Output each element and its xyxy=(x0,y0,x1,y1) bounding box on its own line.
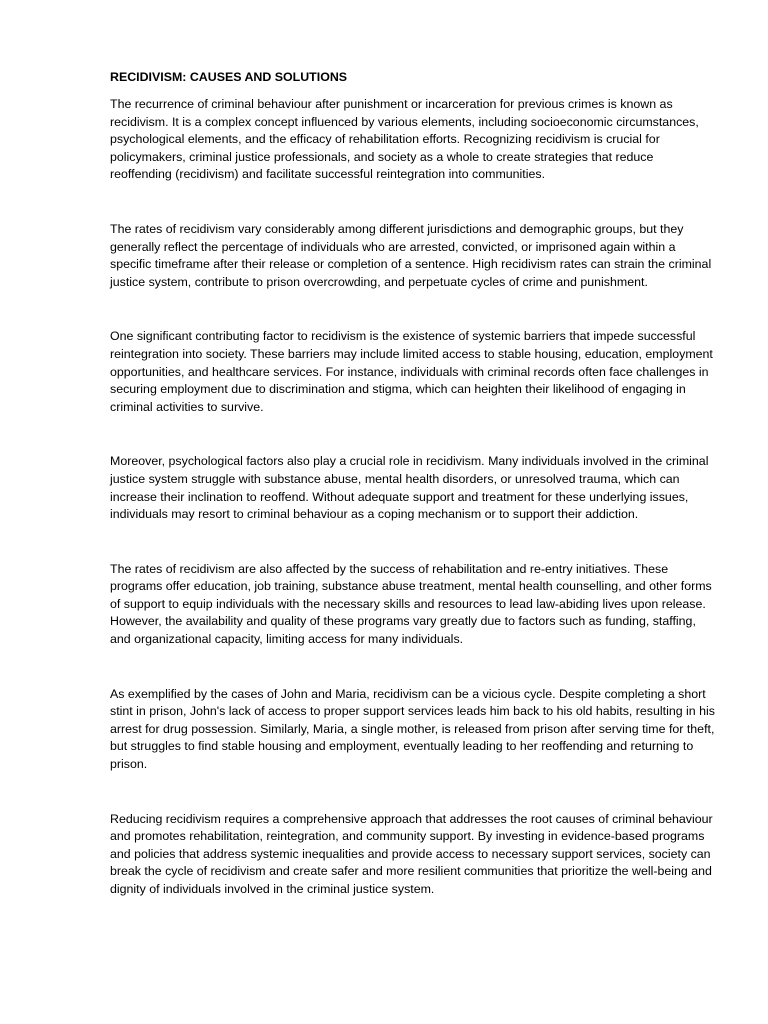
paragraph-4: Moreover, psychological factors also play a crucial role in recidivism. Many individuals involved in the criminal justice system struggle with substance abuse, mental health disorders, or unresolved trauma, which can increase their inclination to reoffend. Without adequate support and treatment for these underlying issues, individuals may resort to criminal behaviour as a coping mechanism or to support their addiction. xyxy=(110,454,709,522)
document-page xyxy=(110,69,716,899)
paragraph-5: The rates of recidivism are also affected by the success of rehabilitation and re-entry initiatives. These programs offer education, job training, substance abuse treatment, mental health counselling, and other forms of support to equip individuals with the necessary skills and resources to lead law-abiding lives upon release. However, the availability and quality of these programs vary greatly due to factors such as funding, staffing, and organizational capacity, limiting access for many individuals. xyxy=(110,561,712,647)
paragraph-2: The rates of recidivism vary considerably among different jurisdictions and demographic groups, but they generally reflect the percentage of individuals who are arrested, convicted, or imprisoned again within a specific timeframe after their release or completion of a sentence. High recidivism rates can strain the criminal justice system, contribute to prison overcrowding, and perpetuate cycles of crime and punishment. xyxy=(110,221,712,289)
paragraph-7: Reducing recidivism requires a comprehensive approach that addresses the root causes of criminal behaviour and promotes rehabilitation, reintegration, and community support. By investing in evidence-based programs and policies that address systemic inequalities and provide access to necessary support services, society can break the cycle of recidivism and create safer and more resilient communities that prioritize the well-being and dignity of individuals involved in the criminal justice system. xyxy=(110,811,713,896)
paragraph-3: One significant contributing factor to recidivism is the existence of systemic barriers that impede successful reintegration into society. These barriers may include limited access to stable housing, education, employment opportunities, and healthcare services. For instance, individuals with criminal records often face challenges in securing employment due to discrimination and stigma, which can heighten their likelihood of engaging in criminal activities to survive. xyxy=(110,329,713,414)
paragraph-1: The recurrence of criminal behaviour after punishment or incarceration for previous crimes is known as recidivism. It is a complex concept influenced by various elements, including socioeconomic circumstances, psychological elements, and the efficacy of rehabilitation efforts. Recognizing recidivism is crucial for policymakers, criminal justice professionals, and society as a whole to create strategies that reduce reoffending (recidivism) and facilitate successful reintegration into communities. xyxy=(110,97,699,182)
paragraph-6: As exemplified by the cases of John and Maria, recidivism can be a vicious cycle. Despite completing a short stint in prison, John's lack of access to proper support services leads him back to his old habits, resulting in his arrest for drug possession. Similarly, Maria, a single mother, is released from prison after serving time for theft, but struggles to find stable housing and employment, eventually leading to her reoffending and returning to prison. xyxy=(110,686,715,772)
document-title: RECIDIVISM: CAUSES AND SOLUTIONS xyxy=(110,70,348,84)
